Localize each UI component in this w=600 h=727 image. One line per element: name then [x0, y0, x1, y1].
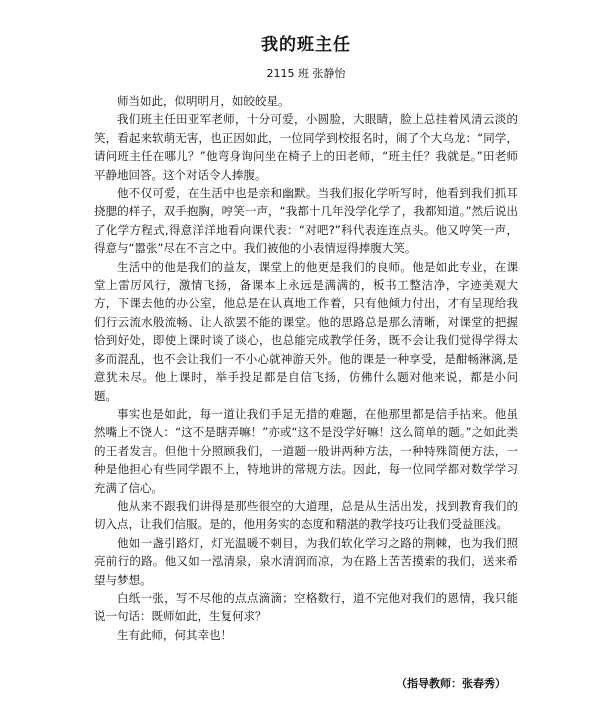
document-body [94, 92, 518, 644]
paragraph: 白纸一张，写不尽他的点点滴滴；空格数行，道不完他对我们的恩情，我只能说一句话：既师如此，生复何求？ [94, 590, 518, 624]
paragraph: 生有此师，何其幸也！ [117, 627, 232, 642]
author-line: 2115 班 张静怡 [266, 67, 346, 80]
paragraph: 师当如此，似明明月，如皎皎星。 [117, 94, 290, 108]
paragraph: 他如一盏引路灯，灯光温暖不刺目，为我们软化学习之路的荆棘，也为我们照亮前行的路。他又如一泓清泉，泉水清润而凉，为在路上苦苦摸索的我们，送来希望与梦想。 [94, 535, 518, 587]
paragraph: 他不仅可爱，在生活中也是亲和幽默。当我们报化学听写时，他看到我们抓耳挠腮的样子，双手抱胸，哼笑一声，“我都十几年没学化学了，我都知道。”然后说出了化学方程式,得意洋洋地看向课代表：“对吧?”科代表连连点头。他又哼笑一声，得意与“嚣张”尽在不言之中。我们被他的小表情逗得捧腹大笑。 [94, 186, 518, 256]
advisor-signature: （指导教师：张春秀） [396, 677, 506, 690]
paragraph: 我们班主任田亚军老师，十分可爱，小圆脸，大眼睛，脸上总挂着风清云淡的笑，看起来软萌无害，也正因如此，一位同学到校报名时，闹了个大乌龙：“同学，请问班主任在哪儿？”他弯身询问坐在椅子上的田老师，“班主任？我就是。”田老师平静地回答。这个对话令人捧腹。 [94, 112, 518, 182]
paragraph: 他从来不跟我们讲得是那些很空的大道理，总是从生活出发，找到教育我们的切入点，让我们信服。是的，他用务实的态度和精湛的教学技巧让我们受益匪浅。 [94, 498, 518, 532]
paragraph: 生活中的他是我们的益友，课堂上的他更是我们的良师。他是如此专业，在课堂上雷厉风行，激情飞扬，备课本上永远是满满的，板书工整洁净，字迹美观大方，下课去他的办公室，他总是在认真地工作着，只有他倾力付出，才有呈现给我们行云流水般流畅、让人欲罢不能的课堂。他的思路总是那么清晰，对课堂的把握恰到好处，即使上课时谈了谈心，也总能完成教学任务，既不会让我们觉得学得太多而混乱，也不会让我们一不小心就神游天外。他的课是一种享受，是酣畅淋漓,是意犹未尽。他上课时，举手投足都是自信飞扬，仿佛什么题对他来说，都是小问题。 [94, 259, 518, 403]
document-title: 我的班主任 [261, 35, 351, 55]
paragraph: 事实也是如此，每一道让我们手足无措的难题，在他那里都是信手拈来。他虽然嘴上不饶人：“这不是瞎弄嘛！”亦或“这不是没学好嘛！这么简单的题。”之如此类的王者发言。但他十分照顾我们，一道题一般讲两种方法，一种特殊简便方法，一种是他担心有些同学跟不上，特地讲的常规方法。因此，每一位同学都对数学学习充满了信心。 [94, 406, 518, 495]
